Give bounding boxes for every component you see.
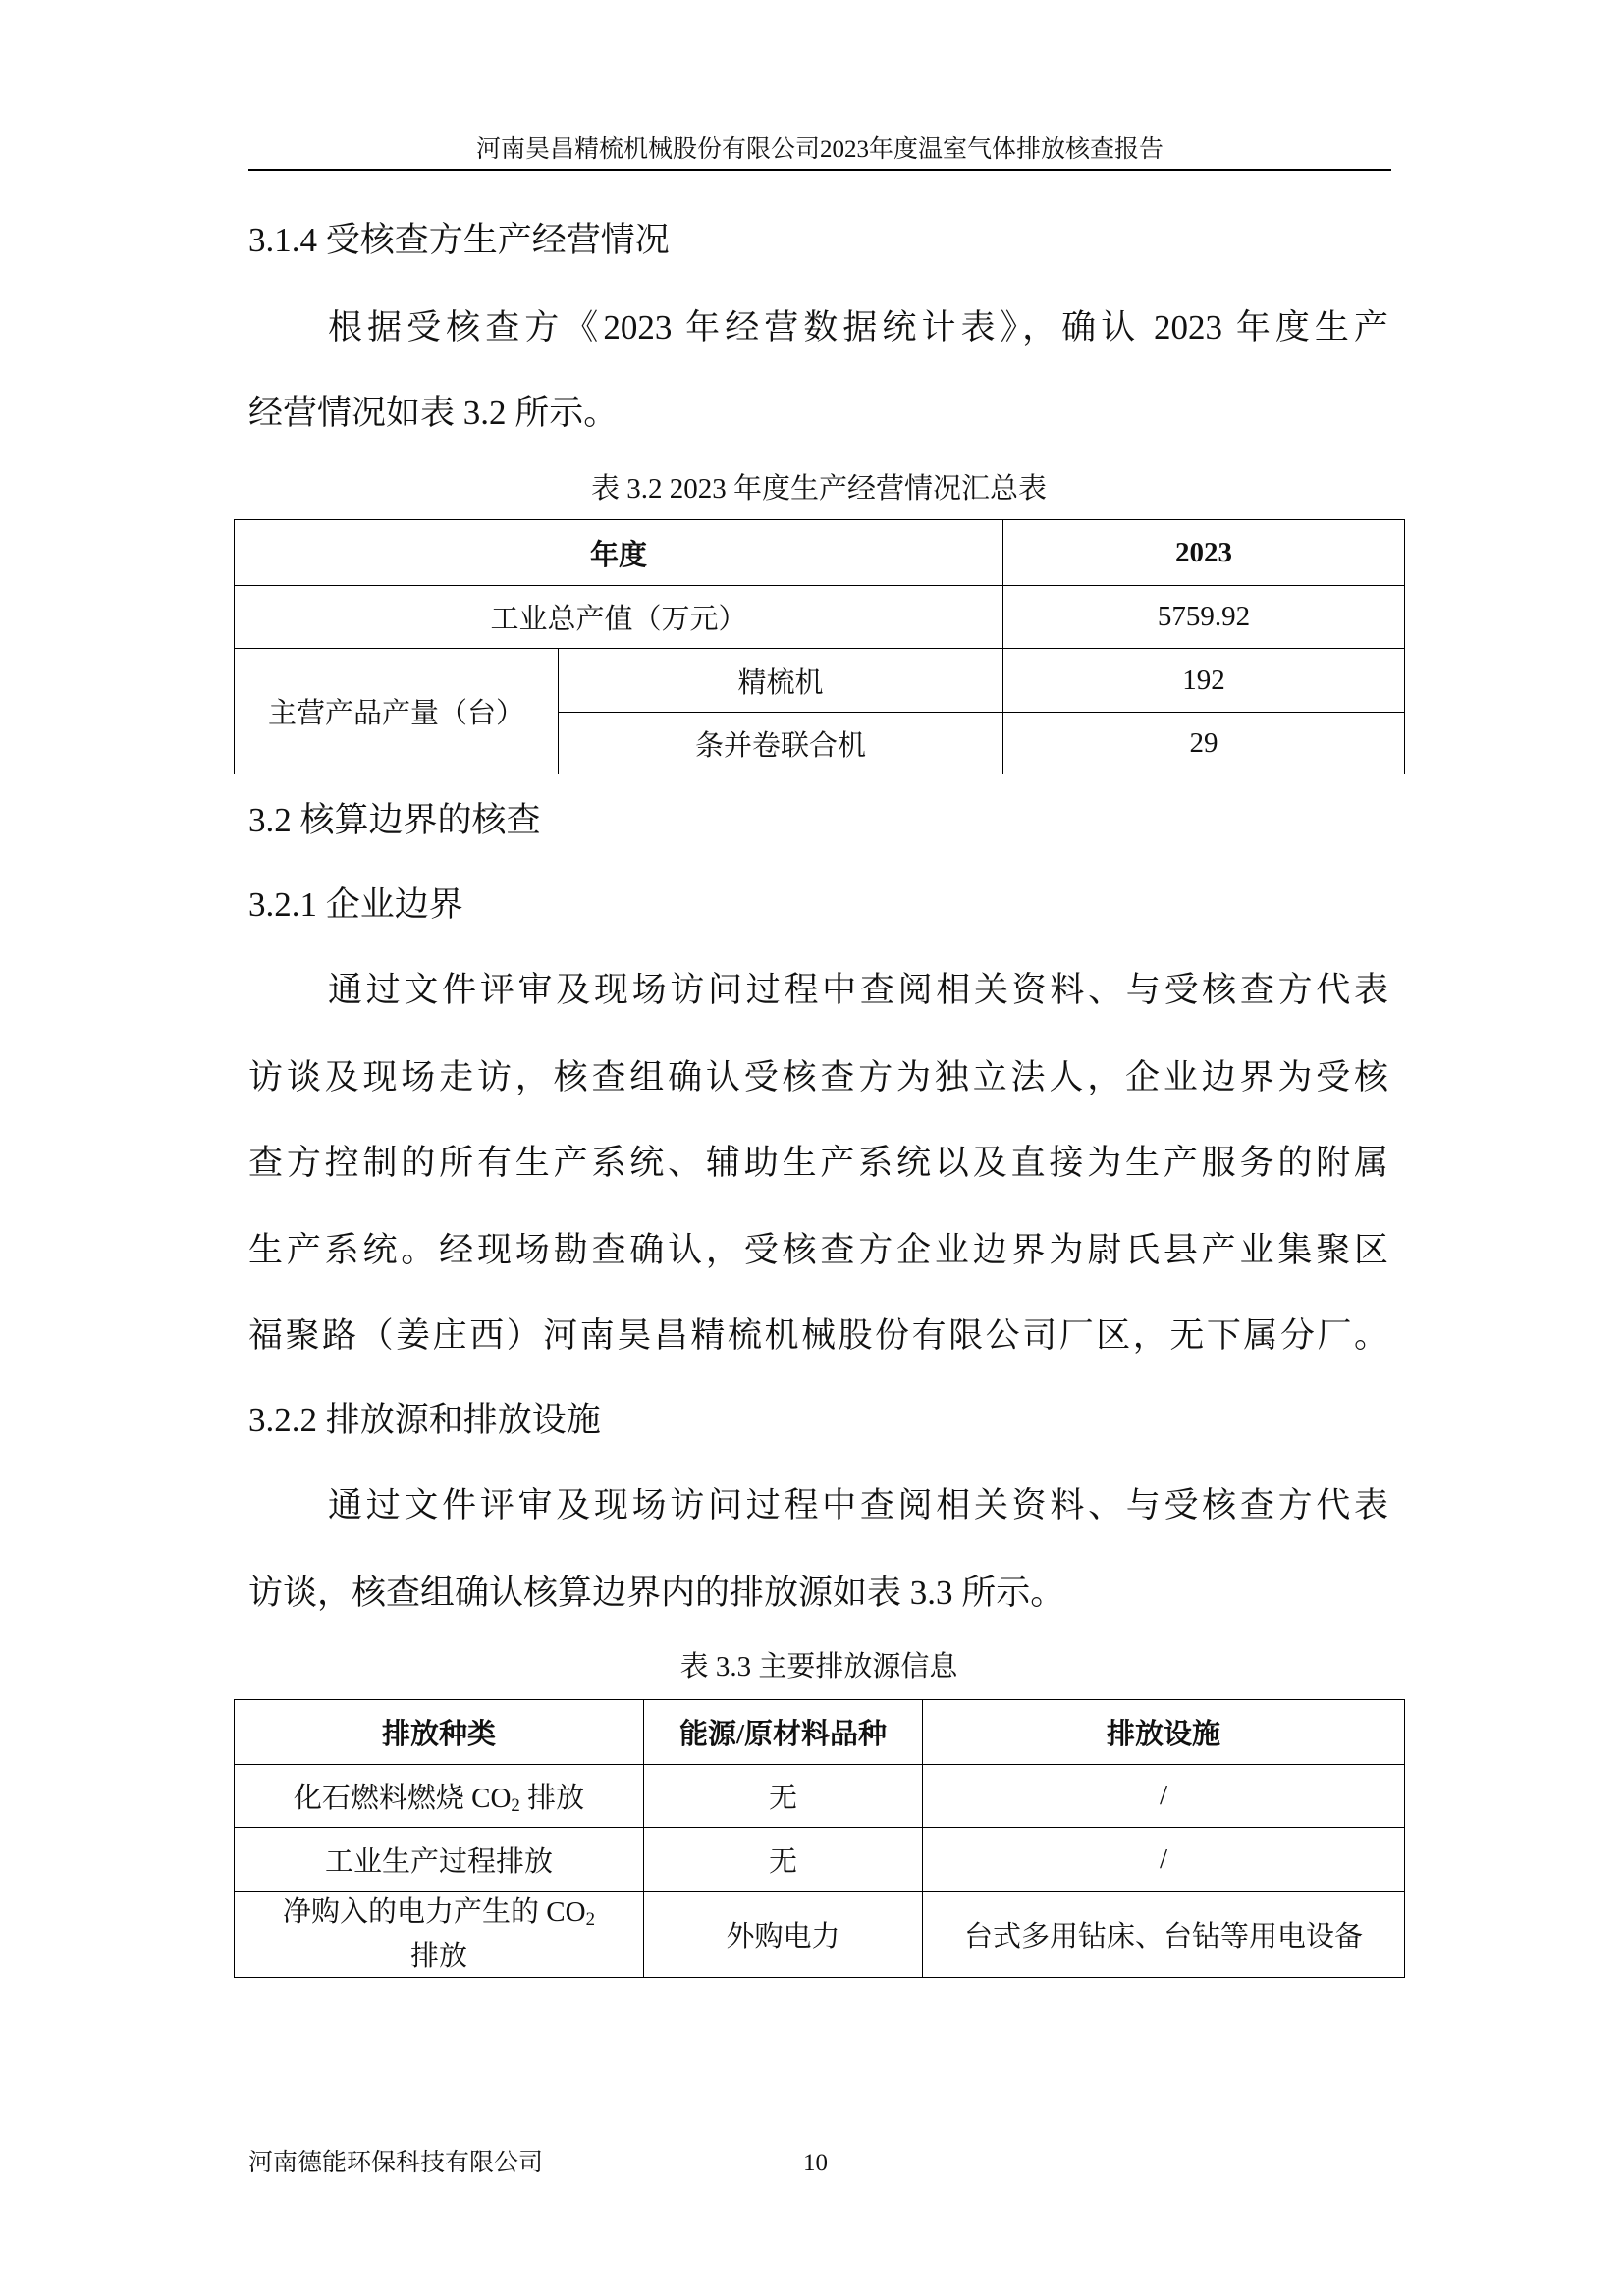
table-cell: 工业总产值（万元） [235,586,1003,649]
table-cell: 无 [644,1828,923,1892]
table-cell: 净购入的电力产生的 $CO_2$ 排放 [235,1892,644,1978]
paragraph-line: 生产系统。经现场勘查确认，受核查方企业边界为尉氏县产业集聚区 [248,1231,1388,1269]
table-cell: 无 [644,1765,923,1828]
table-cell: / [923,1828,1405,1892]
table-header: 排放设施 [923,1700,1405,1765]
table-cell: / [923,1765,1405,1828]
paragraph-line: 福聚路（姜庄西）河南昊昌精梳机械股份有限公司厂区，无下属分厂。 [248,1316,1388,1355]
paragraph-line: 访谈及现场走访，核查组确认受核查方为独立法人，企业边界为受核 [248,1058,1388,1096]
page-number: 10 [803,2150,828,2176]
table-cell: 5759.92 [1003,586,1405,649]
table-header: 排放种类 [235,1700,644,1765]
table-header: 能源/原材料品种 [644,1700,923,1765]
table-header-2023: 2023 [1003,520,1405,586]
table-caption-3-2: 表 3.2 2023 年度生产经营情况汇总表 [590,473,1047,505]
paragraph-line: 经营情况如表 3.2 所示。 [248,394,619,432]
table-cell: 29 [1003,713,1405,774]
paragraph-line: 通过文件评审及现场访问过程中查阅相关资料、与受核查方代表 [328,971,1388,1009]
footer-company: 河南德能环保科技有限公司 [248,2150,544,2176]
table-header-year: 年度 [235,520,1003,586]
paragraph-line: 查方控制的所有生产系统、辅助生产系统以及直接为生产服务的附属 [248,1144,1388,1182]
page-header-title: 河南昊昌精梳机械股份有限公司2023年度温室气体排放核查报告 [475,136,1164,163]
table-cell: 外购电力 [644,1892,923,1978]
section-heading-3-2-1: 3.2.1 企业边界 [248,885,463,924]
section-heading-3-2-2: 3.2.2 排放源和排放设施 [248,1401,601,1439]
paragraph-line: 通过文件评审及现场访问过程中查阅相关资料、与受核查方代表 [328,1486,1388,1524]
table-cell: 条并卷联合机 [559,713,1003,774]
table-cell: 化石燃料燃烧 $CO_2$ 排放 [235,1765,644,1828]
paragraph-line: 根据受核查方《2023 年经营数据统计表》，确认 2023 年度生产 [328,308,1388,347]
section-heading-3-2: 3.2 核算边界的核查 [248,801,541,839]
table-cell: 台式多用钻床、台钻等用电设备 [923,1892,1405,1978]
production-table [234,519,1405,774]
section-heading-3-1-4: 3.1.4 受核查方生产经营情况 [248,221,670,259]
table-cell: 工业生产过程排放 [235,1828,644,1892]
header-divider [248,169,1391,171]
emission-source-table [234,1699,1405,1978]
table-cell: 主营产品产量（台） [235,649,559,774]
paragraph-line: 访谈，核查组确认核算边界内的排放源如表 3.3 所示。 [248,1574,1065,1612]
table-caption-3-3: 表 3.3 主要排放源信息 [679,1651,958,1682]
table-cell: 精梳机 [559,649,1003,713]
table-cell: 192 [1003,649,1405,713]
